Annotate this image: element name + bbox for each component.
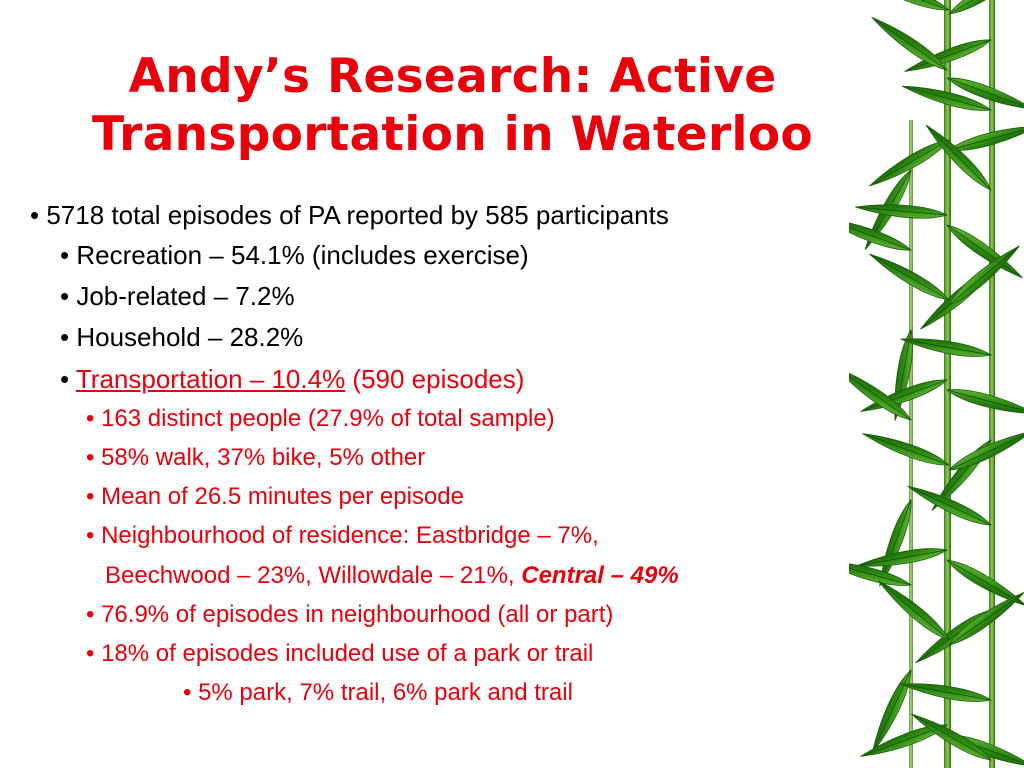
bullet-text: Job-related – 7.2% [76, 281, 295, 311]
bullet-text: 58% walk, 37% bike, 5% other [101, 444, 426, 471]
bullet-text: 5718 total episodes of PA reported by 585 participants [46, 200, 669, 230]
title-line-2: Transportation in Waterloo [91, 107, 814, 162]
bullet-transportation [60, 364, 524, 395]
bullet-park-trail-split [183, 679, 573, 707]
bullet-dot: • [86, 640, 95, 667]
bullet-text: Beechwood – 23%, Willowdale – 21%, [105, 562, 522, 589]
bullet-dot: • [183, 679, 192, 706]
bullet-park-trail [86, 640, 593, 668]
bullet-text: Recreation – 54.1% (includes exercise) [76, 240, 529, 270]
bullet-household [60, 322, 303, 353]
bullet-mean-minutes [86, 483, 464, 511]
bullet-dot: • [86, 483, 95, 510]
bullet-text: 18% of episodes included use of a park or trail [101, 640, 594, 667]
bullet-text: 163 distinct people (27.9% of total sample) [101, 405, 555, 432]
bullet-dot: • [86, 601, 95, 628]
bullet-mode-split [86, 444, 425, 472]
bullet-dot: • [86, 444, 95, 471]
bullet-total-episodes [30, 200, 669, 231]
bullet-dot: • [86, 522, 95, 549]
title-line-1: Andy’s Research: Active [128, 49, 777, 104]
bullet-neighbourhood-cont [105, 562, 679, 590]
bullet-recreation [60, 240, 529, 271]
bullet-text: Neighbourhood of residence: Eastbridge – 7%, [101, 522, 599, 549]
bullet-dot: • [86, 405, 95, 432]
transportation-link[interactable]: Transportation – 10.4% [75, 364, 346, 394]
bullet-dot: • [60, 240, 70, 270]
bullet-text: 76.9% of episodes in neighbourhood (all or part) [101, 601, 614, 628]
bullet-distinct-people [86, 405, 555, 433]
bullet-in-neighbourhood [86, 601, 613, 629]
bullet-text: 5% park, 7% trail, 6% park and trail [198, 679, 573, 706]
bullet-text: Household – 28.2% [76, 322, 304, 352]
bullet-dot: • [60, 281, 70, 311]
central-emphasis: Central – 49% [521, 562, 679, 589]
bullet-text: Mean of 26.5 minutes per episode [101, 483, 464, 510]
transportation-episodes: (590 episodes) [345, 364, 525, 394]
bullet-dot: • [60, 322, 70, 352]
bullet-job-related [60, 281, 295, 312]
bullet-dot: • [60, 364, 70, 394]
bullet-dot: • [30, 200, 40, 230]
bullet-neighbourhood [86, 522, 599, 550]
